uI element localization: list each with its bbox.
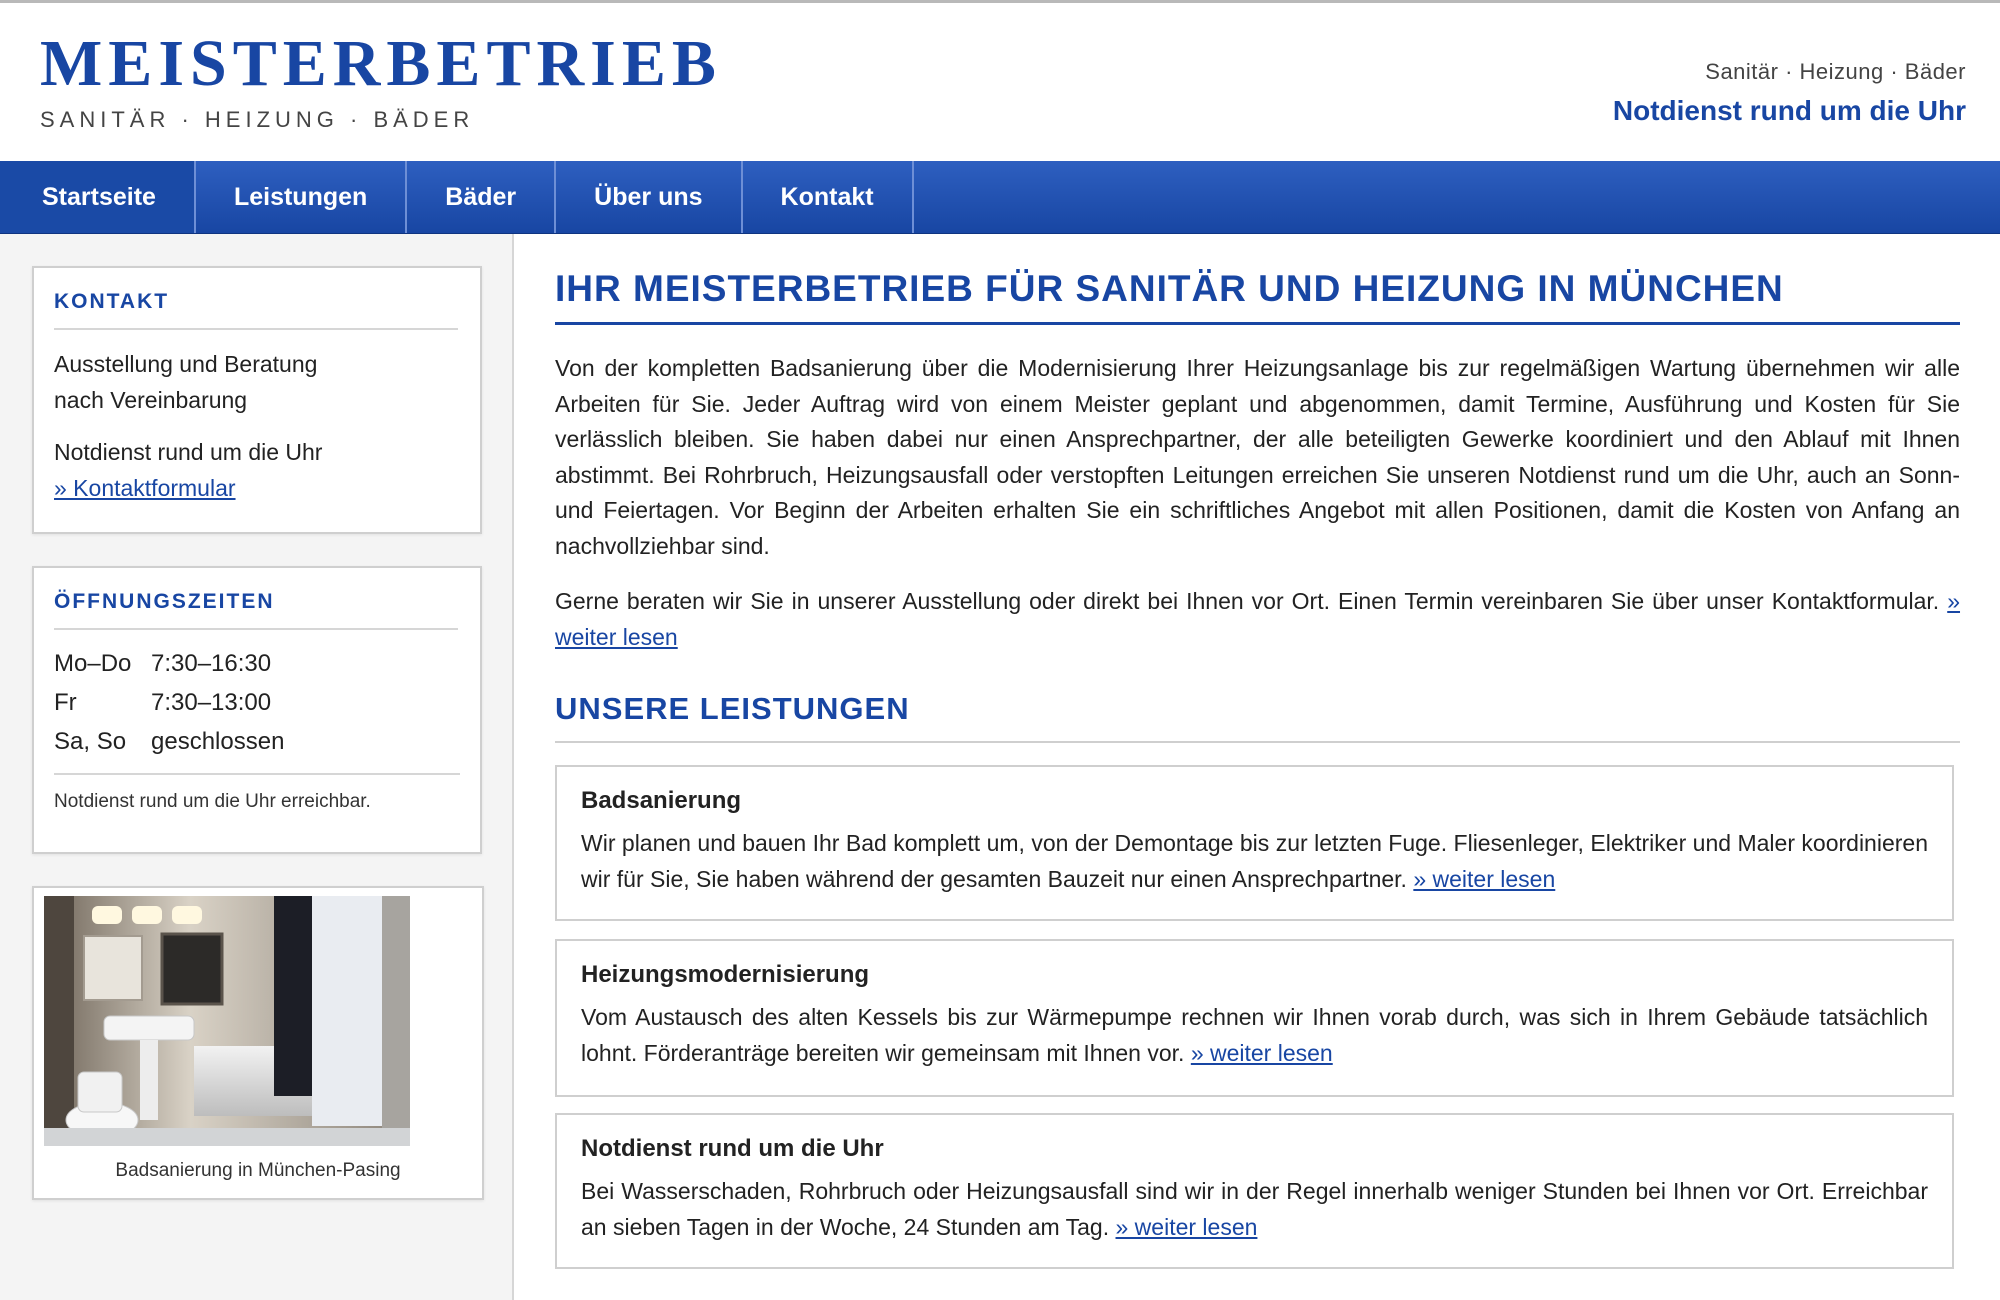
nav-item-kontakt[interactable]: Kontakt <box>743 161 914 233</box>
service-description <box>581 1173 1928 1245</box>
logo-subtitle: SANITÄR · HEIZUNG · BÄDER <box>40 107 475 132</box>
nav-item-leistungen[interactable]: Leistungen <box>196 161 407 233</box>
header-contact <box>1613 59 1966 127</box>
hours-time: 7:30–13:00 <box>151 689 272 716</box>
page-title: IHR MEISTERBETRIEB FÜR SANITÄR UND HEIZUNG IN MÜNCHEN <box>555 268 1960 325</box>
service-title: Notdienst rund um die Uhr <box>581 1135 884 1162</box>
hours-row <box>54 722 460 761</box>
service-title: Heizungsmodernisierung <box>581 961 870 988</box>
service-description <box>581 825 1928 897</box>
contact-line-1: Ausstellung und Beratung <box>54 351 318 377</box>
nav-item-startseite[interactable]: Startseite <box>0 161 196 233</box>
services-heading: UNSERE LEISTUNGEN <box>555 691 1960 743</box>
bathroom-photo[interactable] <box>44 896 410 1146</box>
service-card-notdienst <box>555 1113 1954 1269</box>
hours-time: 7:30–16:30 <box>151 650 272 677</box>
service-read-more-link[interactable]: » weiter lesen <box>1413 866 1556 892</box>
advice-paragraph <box>555 584 1960 655</box>
contact-box <box>32 266 482 534</box>
contact-form-link[interactable]: » Kontaktformular <box>54 475 236 501</box>
advice-text: Gerne beraten wir Sie in unserer Ausstellung oder direkt bei Ihnen vor Ort. Einen Termin vereinbaren Sie über unser Kontaktformular. <box>555 588 1940 614</box>
contact-line-2: nach Vereinbarung <box>54 387 248 413</box>
service-read-more-link[interactable]: » weiter lesen <box>1190 1040 1333 1066</box>
service-text: Vom Austausch des alten Kessels bis zur Wärmepumpe rechnen wir Ihnen vorab durch, was sich in Ihrem Gebäude tatsächlich lohnt. Förderanträge bereiten wir gemeinsam mit Ihnen vor. <box>581 1004 1928 1066</box>
main-navigation <box>0 161 2000 234</box>
opening-hours-table <box>54 644 460 761</box>
service-title: Badsanierung <box>581 787 742 814</box>
hours-row <box>54 644 460 683</box>
header-tagline: Sanitär · Heizung · Bäder <box>1705 59 1966 84</box>
service-read-more-link[interactable]: » weiter lesen <box>1115 1214 1258 1240</box>
hours-day: Mo–Do <box>54 650 132 677</box>
logo-title[interactable]: MEISTERBETRIEB <box>40 27 722 100</box>
service-text: Bei Wasserschaden, Rohrbruch oder Heizungsausfall sind wir in der Regel innerhalb weniger Stunden bei Ihnen vor Ort. Erreichbar an sieben Tagen in der Woche, 24 Stunden am Tag. <box>581 1178 1928 1240</box>
header-emergency-text: Notdienst rund um die Uhr <box>1612 95 1966 126</box>
opening-hours-note: Notdienst rund um die Uhr erreichbar. <box>54 773 460 813</box>
nav-item-baeder[interactable]: Bäder <box>407 161 556 233</box>
hours-row <box>54 683 460 722</box>
hours-time: geschlossen <box>151 728 285 755</box>
photo-caption: Badsanierung in München-Pasing <box>115 1160 401 1181</box>
contact-heading: KONTAKT <box>54 290 458 330</box>
services-list <box>555 743 1960 1263</box>
nav-item-ueber-uns[interactable]: Über uns <box>556 161 742 233</box>
contact-emergency: Notdienst rund um die Uhr <box>54 439 323 465</box>
service-card-badsanierung <box>555 765 1954 921</box>
service-card-heizungsmodernisierung <box>555 939 1954 1097</box>
service-description <box>581 999 1928 1071</box>
service-text: Wir planen und bauen Ihr Bad komplett um, von der Demontage bis zur letzten Fuge. Fliesenleger, Elektriker und Maler koordinieren wir für Sie, Sie haben während der gesamten Bauzeit nur einen Ansprechpartner. <box>581 830 1928 892</box>
site-header <box>0 3 2000 161</box>
opening-hours-heading: ÖFFNUNGSZEITEN <box>54 590 458 630</box>
hours-day: Sa, So <box>54 728 127 755</box>
photo-box <box>32 886 484 1200</box>
read-more-link[interactable]: » weiter lesen <box>555 588 1961 650</box>
main-content <box>555 234 1960 1263</box>
sidebar <box>0 234 514 1300</box>
intro-paragraph: Von der kompletten Badsanierung über die Modernisierung Ihrer Heizungsanlage bis zur regelmäßigen Wartung übernehmen wir alle Arbeiten für Sie. Jeder Auftrag wird von einem Meister geplant und abgenommen, damit Termine, Ausführung und Kosten für Sie verlässlich bleiben. Sie haben dabei nur einen Ansprechpartner, der alle beteiligten Gewerke koordiniert und den Ablauf mit Ihnen abstimmt. Bei Rohrbruch, Heizungsausfall oder verstopften Leitungen erreichen Sie unseren Notdienst rund um die Uhr, auch an Sonn- und Feiertagen. Vor Beginn der Arbeiten erhalten Sie ein schriftliches Angebot mit allen Positionen, damit die Kosten von Anfang an nachvollziehbar sind. <box>555 355 1960 559</box>
hours-day: Fr <box>54 689 77 716</box>
opening-hours-box <box>32 566 482 854</box>
